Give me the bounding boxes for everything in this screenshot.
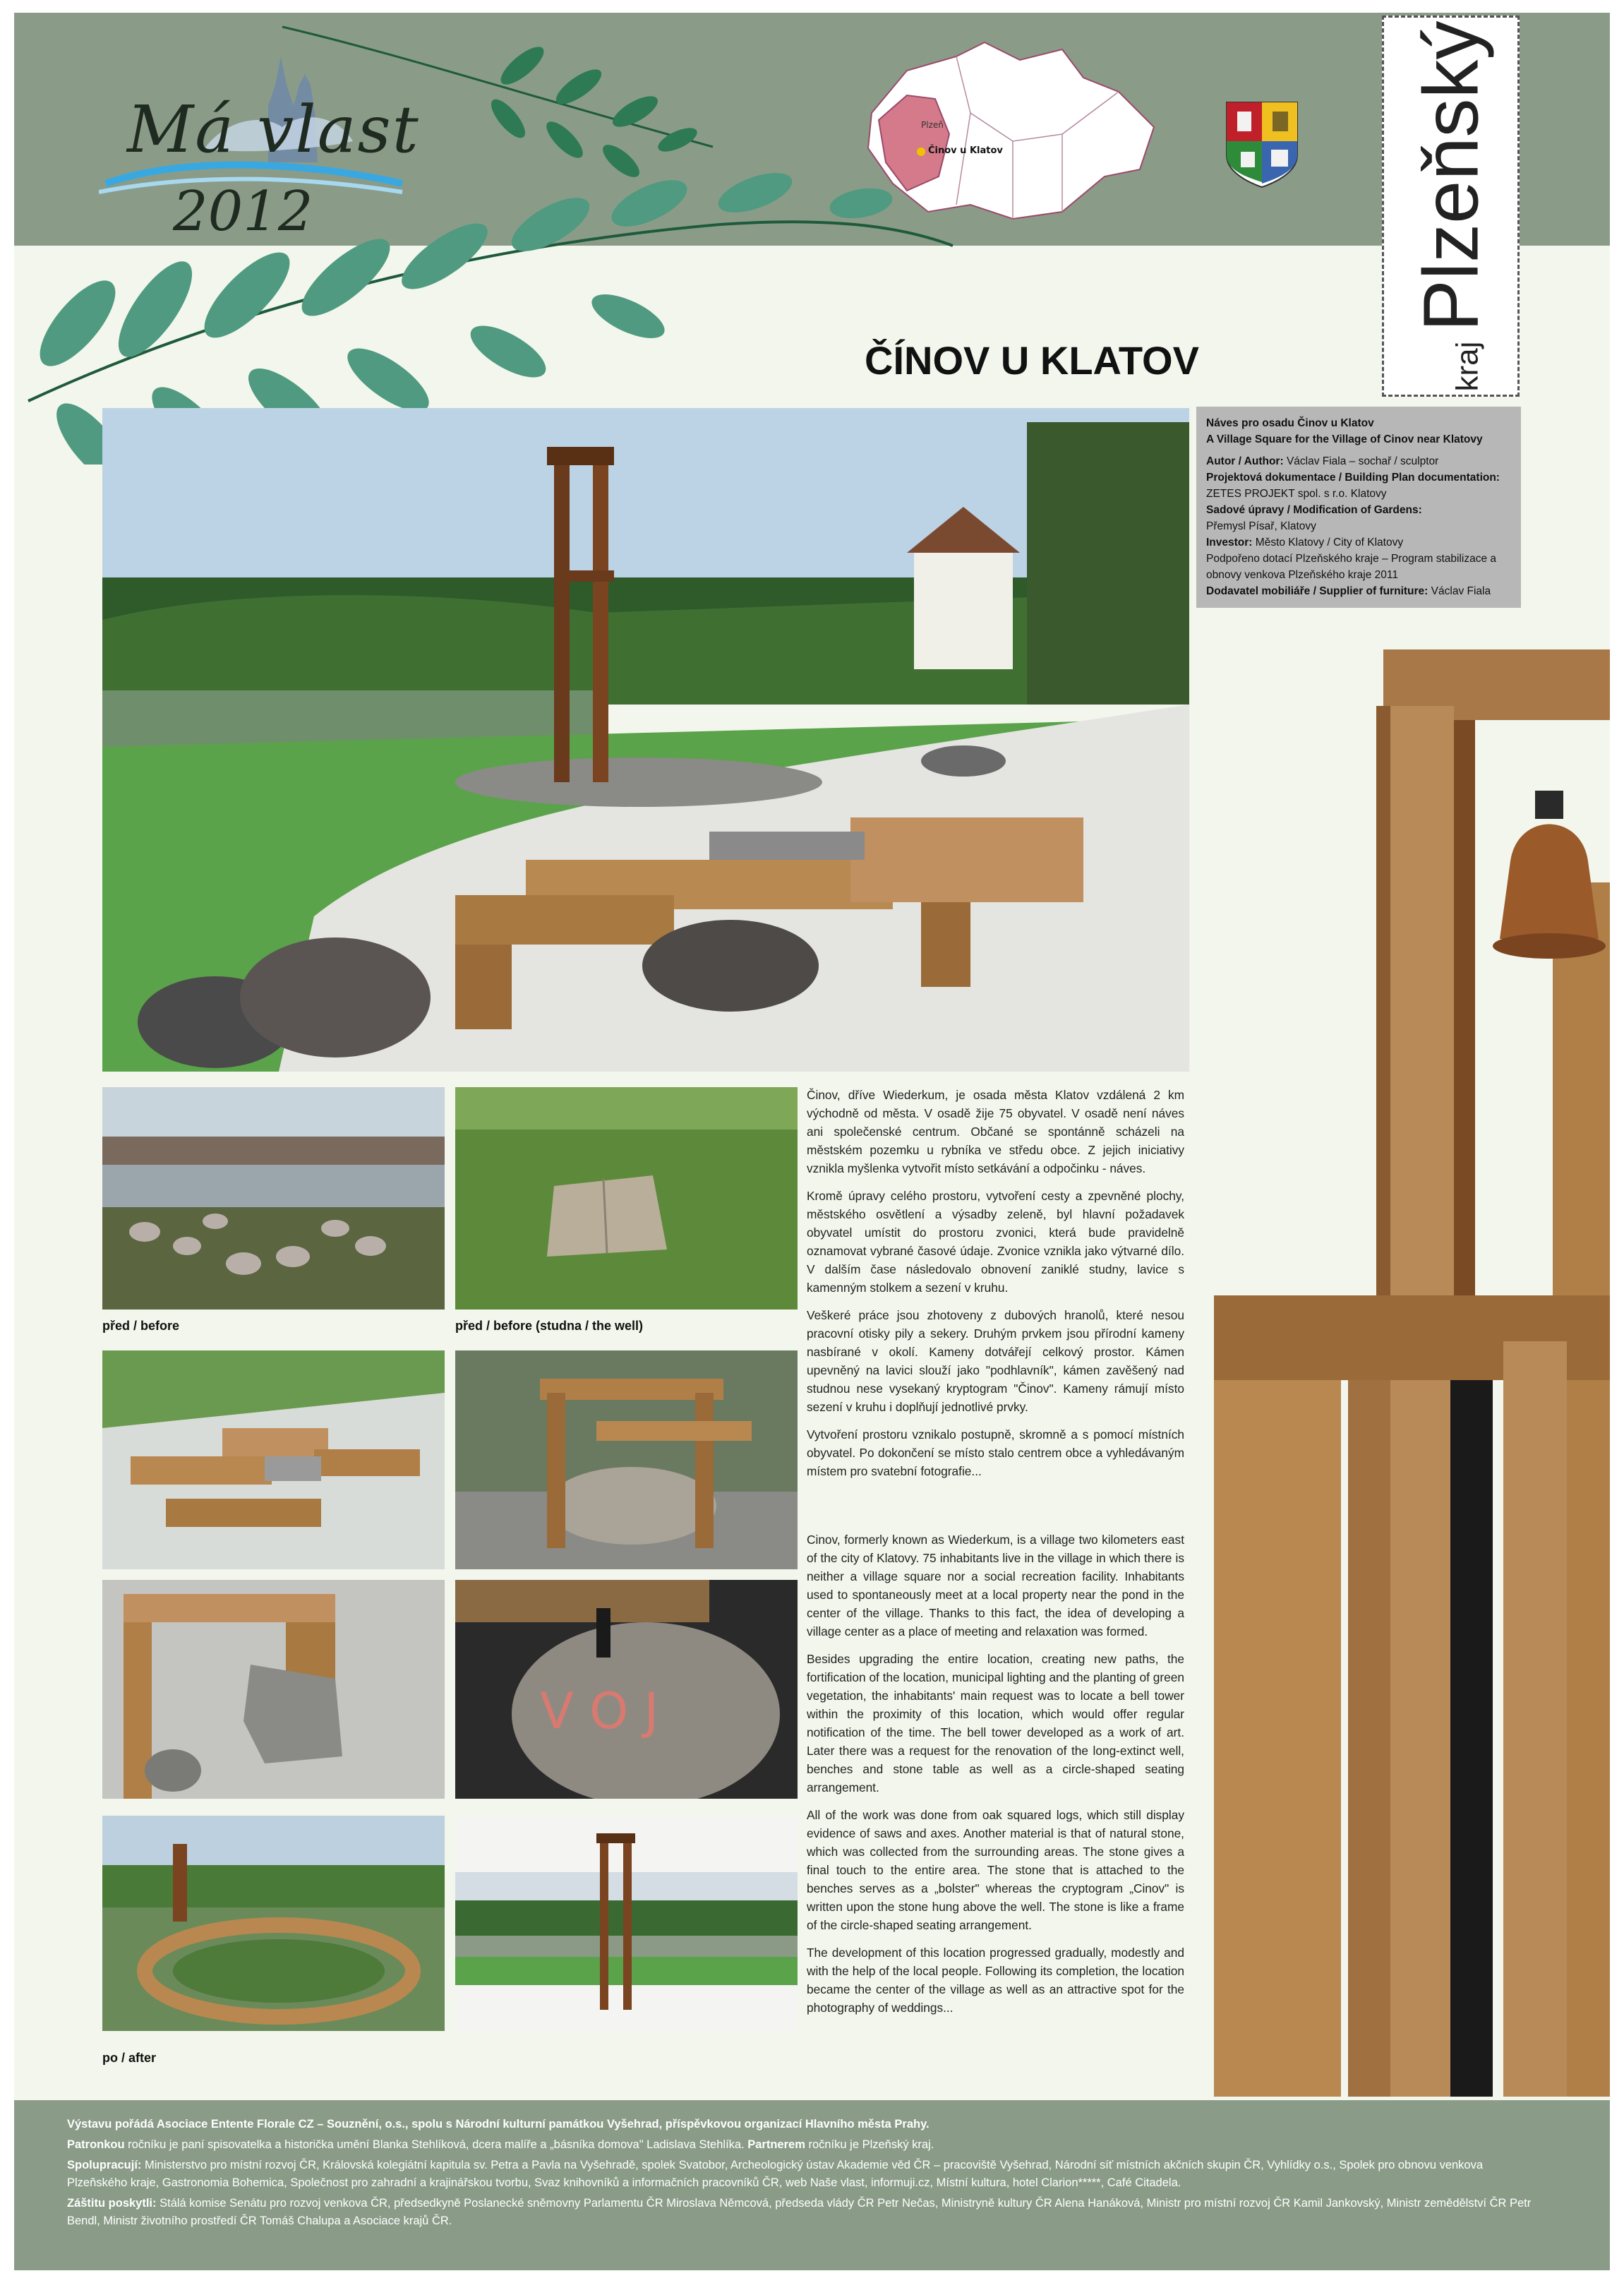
credits-author-label: Autor / Author:	[1206, 455, 1284, 467]
paragraph-en-4: The development of this location progressed gradually, modestly and with the help of the local people. Following its completion, the location became the center of the village as well as an attractive spot for the photography of weddings...	[807, 1946, 1184, 2015]
hero-photo	[102, 408, 1189, 1072]
paragraph-cz-1: Činov, dříve Wiederkum, je osada města Klatov vzdálená 2 km východně od města. V osadě žije 75 obyvatel. V osadě není náves ani společenské centrum. Občané se spontánně scházeli na městském pozemku u rybníka ve středu obce. Z jejich iniciativy vznikla myšlenka vytvořit místo setkávání a odpočinku - náves.	[807, 1088, 1184, 1175]
logo-year: 2012	[173, 180, 313, 244]
credits-title-cz: Náves pro osadu Činov u Klatov	[1206, 417, 1374, 429]
footer-cooperation-text: Ministerstvo pro místní rozvoj ČR, Královská kolegiátní kapitula sv. Petra a Pavla na Vyšehradě, spolek Svatobor, Archeologický ústav Akademie věd ČR – pracoviště Vyšehrad, Národní síť místních akčních skupin ČR, Vyhlídky o.s., Spolek pro obnovu venkova Plzeňského kraje, Gastronomia Bohemica, Společnost pro zahradní a krajinářskou tvorbu, Svaz knihovníků a informačních pracovníků ČR, web Naše vlast, informuji.cz, Místní kultura, hotel Clarion*****, Café Citadela.	[67, 2159, 1484, 2189]
footer-cooperation-label: Spolupracují:	[67, 2159, 142, 2171]
paragraph-cz-2: Kromě úpravy celého prostoru, vytvoření cesty a zpevněné plochy, městského osvětlení a výsadby zeleně, byl hlavní požadavek obyvatel umístit do prostoru zvonici, která bude pravidelně oznamovat vybrané časové údaje. Zvonice vznikla jako výtvarné dílo. V dalším čase následovalo obnovení zaniklé studny, lavice s kamenným stolkem a sezení v kruhu.	[807, 1189, 1184, 1295]
czech-map	[850, 28, 1175, 233]
region-label-box	[1382, 16, 1520, 397]
paragraph-en-1: Cinov, formerly known as Wiederkum, is a village two kilometers east of the city of Klatovy. 75 inhabitants live in the village in which there is neither a village square nor a social recreation facility. Inhabitants used to spontaneously meet at a local property near the pond in the center of the village. Thanks to this fact, the idea of developing a village center as a place of meeting and relaxation was formed.	[807, 1533, 1184, 1638]
credits-project-value: ZETES PROJEKT spol. s r.o. Klatovy	[1206, 488, 1387, 500]
page-title: ČÍNOV U KLATOV	[865, 338, 1199, 383]
credits-supplier-value: Václav Fiala	[1431, 585, 1491, 597]
paragraph-cz-3: Veškeré práce jsou zhotoveny z dubových hranolů, které nesou pracovní otisky pily a sekery. Druhým prvkem jsou přírodní kameny nasbírané v okolí. Kameny dotvářejí celkový prostor. Kámen upevněný na lavici slouží jako "podhlavník", kámen zavěšený nad studnou nese vysekaný kryptogram "Činov". Kameny rámují místo sezení v kruhu i doplňují jednotlivé prvky.	[807, 1308, 1184, 1414]
logo-title: Má vlast	[127, 92, 420, 167]
description-cz	[807, 1086, 1184, 1490]
before-photo-well	[455, 1087, 798, 1310]
credits-supplier-label: Dodavatel mobiliáře / Supplier of furniture:	[1206, 585, 1428, 597]
caption-after: po / after	[102, 2051, 157, 2065]
caption-before-well: před / before (studna / the well)	[455, 1319, 644, 1333]
caption-before: před / before	[102, 1319, 180, 1333]
credits-gardens-label: Sadové úpravy / Modification of Gardens:	[1206, 504, 1422, 516]
footer-patron-text: ročníku je paní spisovatelka a historička umění Blanka Stehlíková, dcera malíře a „básníka domova" Ladislava Stehlíka.	[124, 2138, 748, 2151]
region-label-big: Plzeňský	[1407, 20, 1494, 332]
bell-tower-closeup-photo	[1214, 635, 1610, 2097]
footer-patronage-text: Stálá komise Senátu pro rozvoj venkova ČR, předsedkyně Poslanecké sněmovny Parlamentu ČR Miroslava Němcová, předseda vlády ČR Petr Nečas, Ministryně kultury ČR Alena Hanáková, Ministr pro místní rozvoj ČR Kamil Jankovský, Ministr zemědělství ČR Petr Bendl, Ministr životního prostředí ČR Tomáš Chalupa a Asociace krajů ČR.	[67, 2197, 1532, 2227]
after-photo-bell-tower	[455, 1816, 798, 2031]
footer-partner-text: ročníku je Plzeňský kraj.	[805, 2138, 934, 2151]
footer-patronage-label: Záštitu poskytli:	[67, 2197, 157, 2210]
footer-patronage	[67, 2195, 1532, 2230]
coat-of-arms-icon	[1223, 99, 1301, 191]
svg-text:V О J: V О J	[540, 1682, 659, 1740]
footer-patron	[67, 2136, 1532, 2154]
before-photo-stones	[102, 1087, 445, 1310]
after-photo-hanging-stone	[455, 1580, 798, 1799]
map-label-city: Plzeň	[921, 120, 944, 130]
credits-project-label: Projektová dokumentace / Building Plan documentation:	[1206, 472, 1500, 484]
paragraph-en-2: Besides upgrading the entire location, creating new paths, the fortification of the location, municipal lighting and the planting of green vegetation, the inhabitants' main request was to locate a bell tower within the proximity of this location, which would offer regular notification of the time. The bell tower developed as a work of art. Later there was a request for the renovation of the long-extinct well, benches and stone table as well as a circle-shaped seating arrangement.	[807, 1652, 1184, 1794]
description-en	[807, 1530, 1184, 2026]
footer-cooperation	[67, 2157, 1532, 2192]
paragraph-en-3: All of the work was done from oak squared logs, which still display evidence of saws and axes. Another material is that of natural stone, which was collected from the surrounding areas. The stone gives a final touch to the entire area. The stone that is attached to the benches serves as a „bolster" whereas the cryptogram „Cinov" is written upon the stone hung above the well. The stone is like a frame of the circle-shaped seating arrangement.	[807, 1808, 1184, 1932]
credits-box	[1196, 407, 1521, 608]
after-photo-well	[455, 1350, 798, 1569]
footer-organizer: Výstavu pořádá Asociace Entente Florale CZ – Souznění, o.s., spolu s Národní kulturní památkou Vyšehrad, příspěvkovou organizací Hlavního města Prahy.	[67, 2118, 930, 2131]
map-label-town: Činov u Klatov	[928, 145, 1003, 156]
credits-author-value: Václav Fiala – sochař / sculptor	[1286, 455, 1439, 467]
after-photo-bench-stone	[102, 1580, 445, 1799]
region-label-small: kraj	[1450, 341, 1484, 392]
after-photo-circle-seating	[102, 1816, 445, 2031]
credits-support-value: Podpořeno dotací Plzeňského kraje – Program stabilizace a obnovy venkova Plzeňského kraje 2011	[1206, 553, 1496, 581]
footer-patron-label: Patronkou	[67, 2138, 125, 2151]
credits-gardens-value: Přemysl Písař, Klatovy	[1206, 520, 1316, 532]
footer-partner-label: Partnerem	[747, 2138, 805, 2151]
footer	[14, 2100, 1610, 2270]
credits-investor-value: Město Klatovy / City of Klatovy	[1255, 537, 1404, 549]
credits-investor-label: Investor:	[1206, 537, 1253, 549]
paragraph-cz-4: Vytvoření prostoru vznikalo postupně, skromně a s pomocí místních obyvatel. Po dokončení se místo stalo centrem obce a vyhledávaným místem pro svatební fotografie...	[807, 1427, 1184, 1478]
after-photo-benches	[102, 1350, 445, 1569]
credits-title-en: A Village Square for the Village of Cinov near Klatovy	[1206, 433, 1483, 445]
